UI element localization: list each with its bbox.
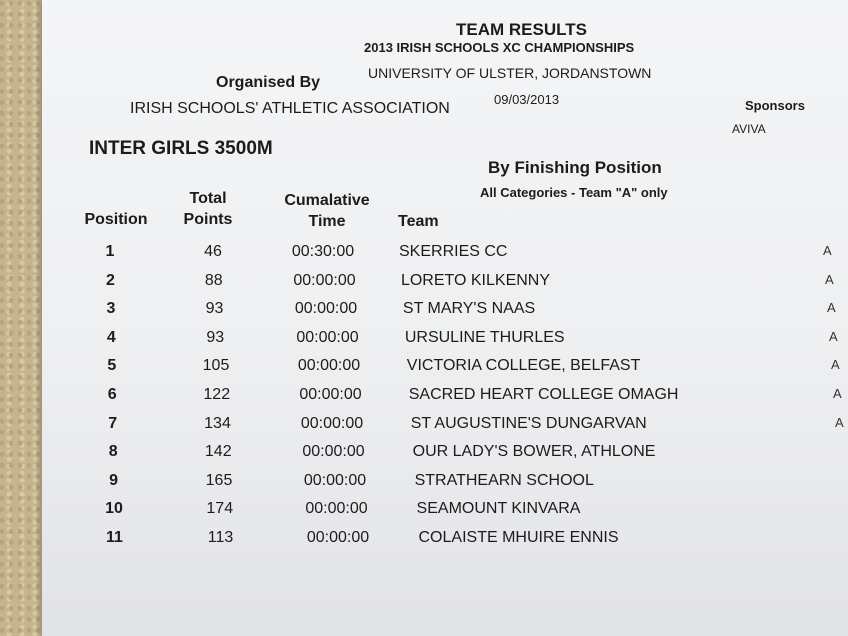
row-category: A <box>835 414 844 430</box>
row-team: VICTORIA COLLEGE, BELFAST <box>406 357 641 375</box>
row-category: A <box>831 357 840 373</box>
table-row <box>42 357 848 381</box>
row-points: 142 <box>204 443 232 461</box>
row-points: 88 <box>204 271 223 289</box>
row-points: 113 <box>207 529 234 546</box>
row-points: 134 <box>204 414 231 432</box>
sponsors-label: Sponsors <box>745 98 805 113</box>
sponsor-name: AVIVA <box>732 122 766 136</box>
table-row <box>42 500 848 524</box>
row-points: 165 <box>205 471 233 489</box>
sort-order: By Finishing Position <box>488 158 662 177</box>
row-team: SEAMOUNT KINVARA <box>416 500 581 518</box>
table-row <box>42 472 848 496</box>
col-points-line2: Points <box>183 211 233 228</box>
category-filter: All Categories - Team "A" only <box>480 185 668 200</box>
row-category: A <box>833 386 842 401</box>
row-position: 4 <box>106 328 116 346</box>
row-position: 11 <box>106 529 123 546</box>
row-time: 00:00:00 <box>300 414 364 432</box>
row-category: A <box>823 243 832 258</box>
row-time: 00:00:00 <box>294 300 358 318</box>
table-row <box>42 300 848 324</box>
row-team: URSULINE THURLES <box>404 328 565 346</box>
doc-title: TEAM RESULTS <box>456 20 587 39</box>
event-date: 09/03/2013 <box>494 92 560 107</box>
organised-by-label: Organised By <box>216 74 321 91</box>
row-time: 00:00:00 <box>306 529 370 546</box>
col-position: Position <box>84 211 148 228</box>
table-row <box>42 415 848 439</box>
row-position: 1 <box>105 243 115 260</box>
col-time-line2: Time <box>308 213 346 230</box>
row-position: 7 <box>108 414 118 432</box>
row-team: ST MARY'S NAAS <box>402 300 536 318</box>
race-name: INTER GIRLS 3500M <box>89 138 273 159</box>
venue: UNIVERSITY OF ULSTER, JORDANSTOWN <box>368 65 652 81</box>
row-position: 6 <box>107 386 117 403</box>
row-points: 93 <box>206 328 225 346</box>
row-team: OUR LADY'S BOWER, ATHLONE <box>412 443 656 461</box>
row-position: 10 <box>105 500 123 518</box>
row-category: A <box>829 328 838 344</box>
row-category: A <box>825 271 834 287</box>
row-points: 105 <box>202 357 230 375</box>
row-team: ST AUGUSTINE'S DUNGARVAN <box>410 414 647 432</box>
row-points: 93 <box>205 300 224 318</box>
table-row <box>42 386 848 410</box>
row-position: 2 <box>105 271 115 289</box>
row-team: STRATHEARN SCHOOL <box>414 471 594 489</box>
row-time: 00:00:00 <box>305 500 368 518</box>
row-time: 00:00:00 <box>293 271 356 289</box>
table-row <box>42 443 848 467</box>
row-time: 00:00:00 <box>296 328 359 346</box>
row-points: 46 <box>204 243 222 260</box>
table-row <box>42 243 848 267</box>
row-position: 8 <box>108 443 118 461</box>
row-position: 9 <box>109 471 119 489</box>
row-points: 174 <box>206 500 234 518</box>
table-row <box>42 329 848 353</box>
row-team: COLAISTE MHUIRE ENNIS <box>418 529 619 546</box>
table-row <box>42 529 848 553</box>
row-time: 00:00:00 <box>297 357 361 375</box>
col-time-line1: Cumalative <box>284 192 370 209</box>
col-points-line1: Total <box>189 190 227 207</box>
row-team: SKERRIES CC <box>399 243 508 260</box>
results-sheet <box>42 0 848 636</box>
col-team: Team <box>398 213 439 230</box>
row-team: SACRED HEART COLLEGE OMAGH <box>408 386 679 403</box>
row-time: 00:00:00 <box>299 386 362 403</box>
table-row <box>42 272 848 296</box>
row-time: 00:00:00 <box>303 471 367 489</box>
row-time: 00:00:00 <box>302 443 365 461</box>
row-time: 00:30:00 <box>291 243 355 260</box>
organiser-name: IRISH SCHOOLS' ATHLETIC ASSOCIATION <box>130 100 450 117</box>
row-position: 5 <box>107 357 117 375</box>
row-category: A <box>827 300 836 316</box>
row-position: 3 <box>106 300 116 318</box>
championship-name: 2013 IRISH SCHOOLS XC CHAMPIONSHIPS <box>364 40 635 55</box>
row-team: LORETO KILKENNY <box>400 271 551 289</box>
row-points: 122 <box>203 386 231 403</box>
